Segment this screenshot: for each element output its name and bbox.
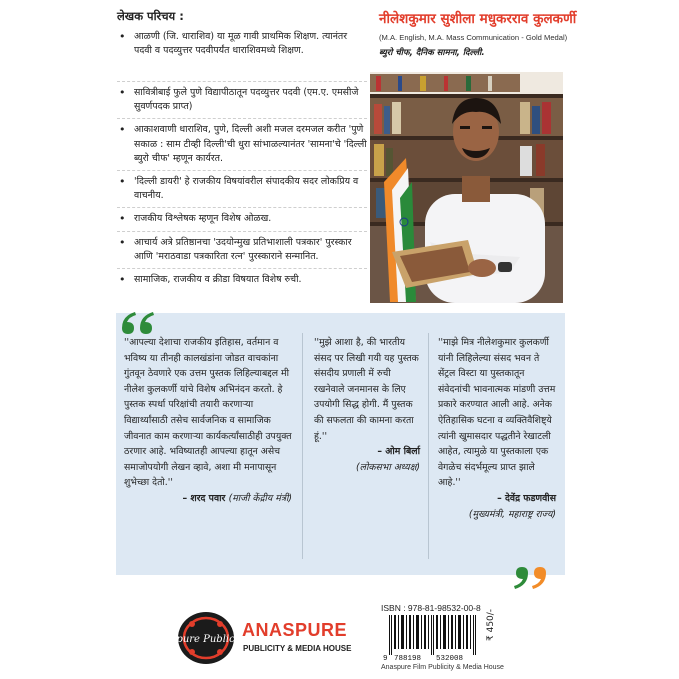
bullet-icon: • (119, 30, 126, 43)
quote-divider (302, 333, 303, 559)
quote-author: – शरद पवार (माजी केंद्रीय मंत्री) (182, 492, 292, 504)
quote-text: ''माझे मित्र नीलेशकुमार कुलकर्णी यांनी लिहिलेल्या संसद भवन ते सेंट्रल विस्टा या पुस्तकातून संवेदनांची भावनात्मक मांडणी उत्तम प्रकारे करण्यात आली आहे. अनेक ऐतिहासिक घटना व व्यक्तिवैशिष्ट्ये त्यांनी खुमासदार पद्धतीने रेखाटली आहेत, त्यामुळे या पुस्तकाला एक वेगळेच संदर्भमूल्य प्राप्त झाले आहे.'' (438, 337, 556, 489)
barcode-digits: 532008 (436, 655, 464, 663)
bullet-icon: • (119, 273, 126, 287)
bio-item: • आळणी (जि. धाराशिव) या मूळ गावी प्राथमिक शिक्षण. त्यानंतर पदवी व पदव्युत्तर पदवीपर्यंत धाराशिवमध्ये शिक्षण. (117, 30, 367, 82)
quote-text: ''आपल्या देशाचा राजकीय इतिहास, वर्तमान व भविष्य या तीनही कालखंडांना जोडत वाचकांना गुंतवून ठेवणारे एक उत्तम पुस्तक लिहिल्याबद्दल मी नीलेश कुलकर्णी यांचे विशेष अभिनंदन करतो. हे पुस्तक स्पर्धा परिक्षांची तयारी करणाऱ्या विद्यार्थ्यांसाठी तसेच सार्वजनिक व सामाजिक जीवनात काम करणाऱ्या कार्यकर्त्यांसाठीही उपयुक्त ठरणार आहे. भविष्यातही आपल्या हातून असेच समाजोपयोगी लेखन व्हावे, अशा मी मनापासून शुभेच्छा देतो.'' (124, 337, 292, 489)
quote-role: (लोकसभा अध्यक्ष) (356, 461, 420, 473)
author-role: ब्युरो चीफ, दैनिक सामना, दिल्ली. (379, 48, 485, 58)
film-reel-icon (151, 612, 261, 664)
quote-text: ''मुझे आशा है, की भारतीय संसद पर लिखी गयी यह पुस्तक संसदीय प्रणाली में रुची रखनेवाले जनमानस के लिए उपयोगी सिद्ध होगी. मैं पुस्तक की सफलता की कामना करता हूं.'' (314, 337, 419, 442)
bio-item: • सामाजिक, राजकीय व क्रीडा विषयात विशेष रुची. (119, 273, 302, 287)
quote-author: – देवेंद्र फडणवीस (497, 492, 556, 504)
barcode-digit: 9 (383, 655, 388, 663)
publisher-name: ANASPURE (242, 620, 348, 640)
logo-text: Anaspure Publication (151, 634, 261, 645)
bullet-icon: • (119, 86, 126, 99)
quote-fadnavis (438, 335, 556, 522)
bullet-icon: • (119, 123, 126, 137)
bullet-icon: • (119, 235, 126, 249)
quote-close-icon (512, 565, 550, 591)
author-name: नीलेशकुमार सुशीला मधुकरराव कुलकर्णी (379, 11, 577, 27)
bullet-icon: • (119, 175, 126, 189)
barcode (381, 615, 497, 662)
bio-item: • सावित्रीबाई फुले पुणे विद्यापीठातून पदव्युत्तर पदवी (एम.ए. एमसीजे सुवर्णपदक प्राप्त) (117, 86, 367, 119)
author-degrees: (M.A. English, M.A. Mass Communication - Gold Medal) (379, 33, 568, 42)
quote-divider (428, 333, 429, 559)
quote-role: (माजी केंद्रीय मंत्री) (228, 492, 292, 504)
quote-role: (मुख्यमंत्री, महाराष्ट्र राज्य) (468, 508, 556, 520)
barcode-digits: 788198 (394, 655, 422, 663)
publisher-subtitle: PUBLICITY & MEDIA HOUSE (243, 644, 352, 653)
bio-heading: लेखक परिचय : (117, 9, 184, 23)
quote-pawar (124, 335, 292, 507)
bio-list (117, 30, 367, 295)
bio-item: • आकाशवाणी धाराशिव, पुणे, दिल्ली अशी मजल दरमजल करीत 'पुणे सकाळ : साम टीव्ही दिल्ली'ची धुरा सांभाळल्यानंतर 'सामना'चे 'दिल्ली ब्युरो चीफ' म्हणून कार्यरत. (117, 123, 367, 171)
price: ₹ 450/- (486, 608, 496, 641)
author-photo (370, 72, 563, 303)
bio-item: • 'दिल्ली डायरी' हे राजकीय विषयांवरील संपादकीय सदर लोकप्रिय व वाचनीय. (117, 175, 367, 208)
bio-item: • आचार्य अत्रे प्रतिष्ठानचा 'उदयोन्मुख प्रतिभाशाली पत्रकार' पुरस्कार आणि 'मराठवाडा पत्रकारिता रत्न' पुरस्काराने सन्मानित. (117, 236, 367, 269)
barcode-caption: Anaspure Film Publicity & Media House (381, 664, 504, 671)
quotes-panel (116, 313, 565, 575)
author-photo-illustration (370, 72, 563, 303)
quote-open-icon (118, 310, 156, 336)
bio-item: • राजकीय विश्लेषक म्हणून विशेष ओळख. (117, 212, 367, 231)
publisher-logo (151, 612, 261, 664)
quote-birla (314, 335, 420, 475)
bullet-icon: • (119, 212, 126, 226)
barcode-graphic (381, 615, 497, 662)
quote-author: – ओम बिर्ला (377, 446, 420, 458)
isbn-label: ISBN : 978-81-98532-00-8 (381, 603, 481, 613)
